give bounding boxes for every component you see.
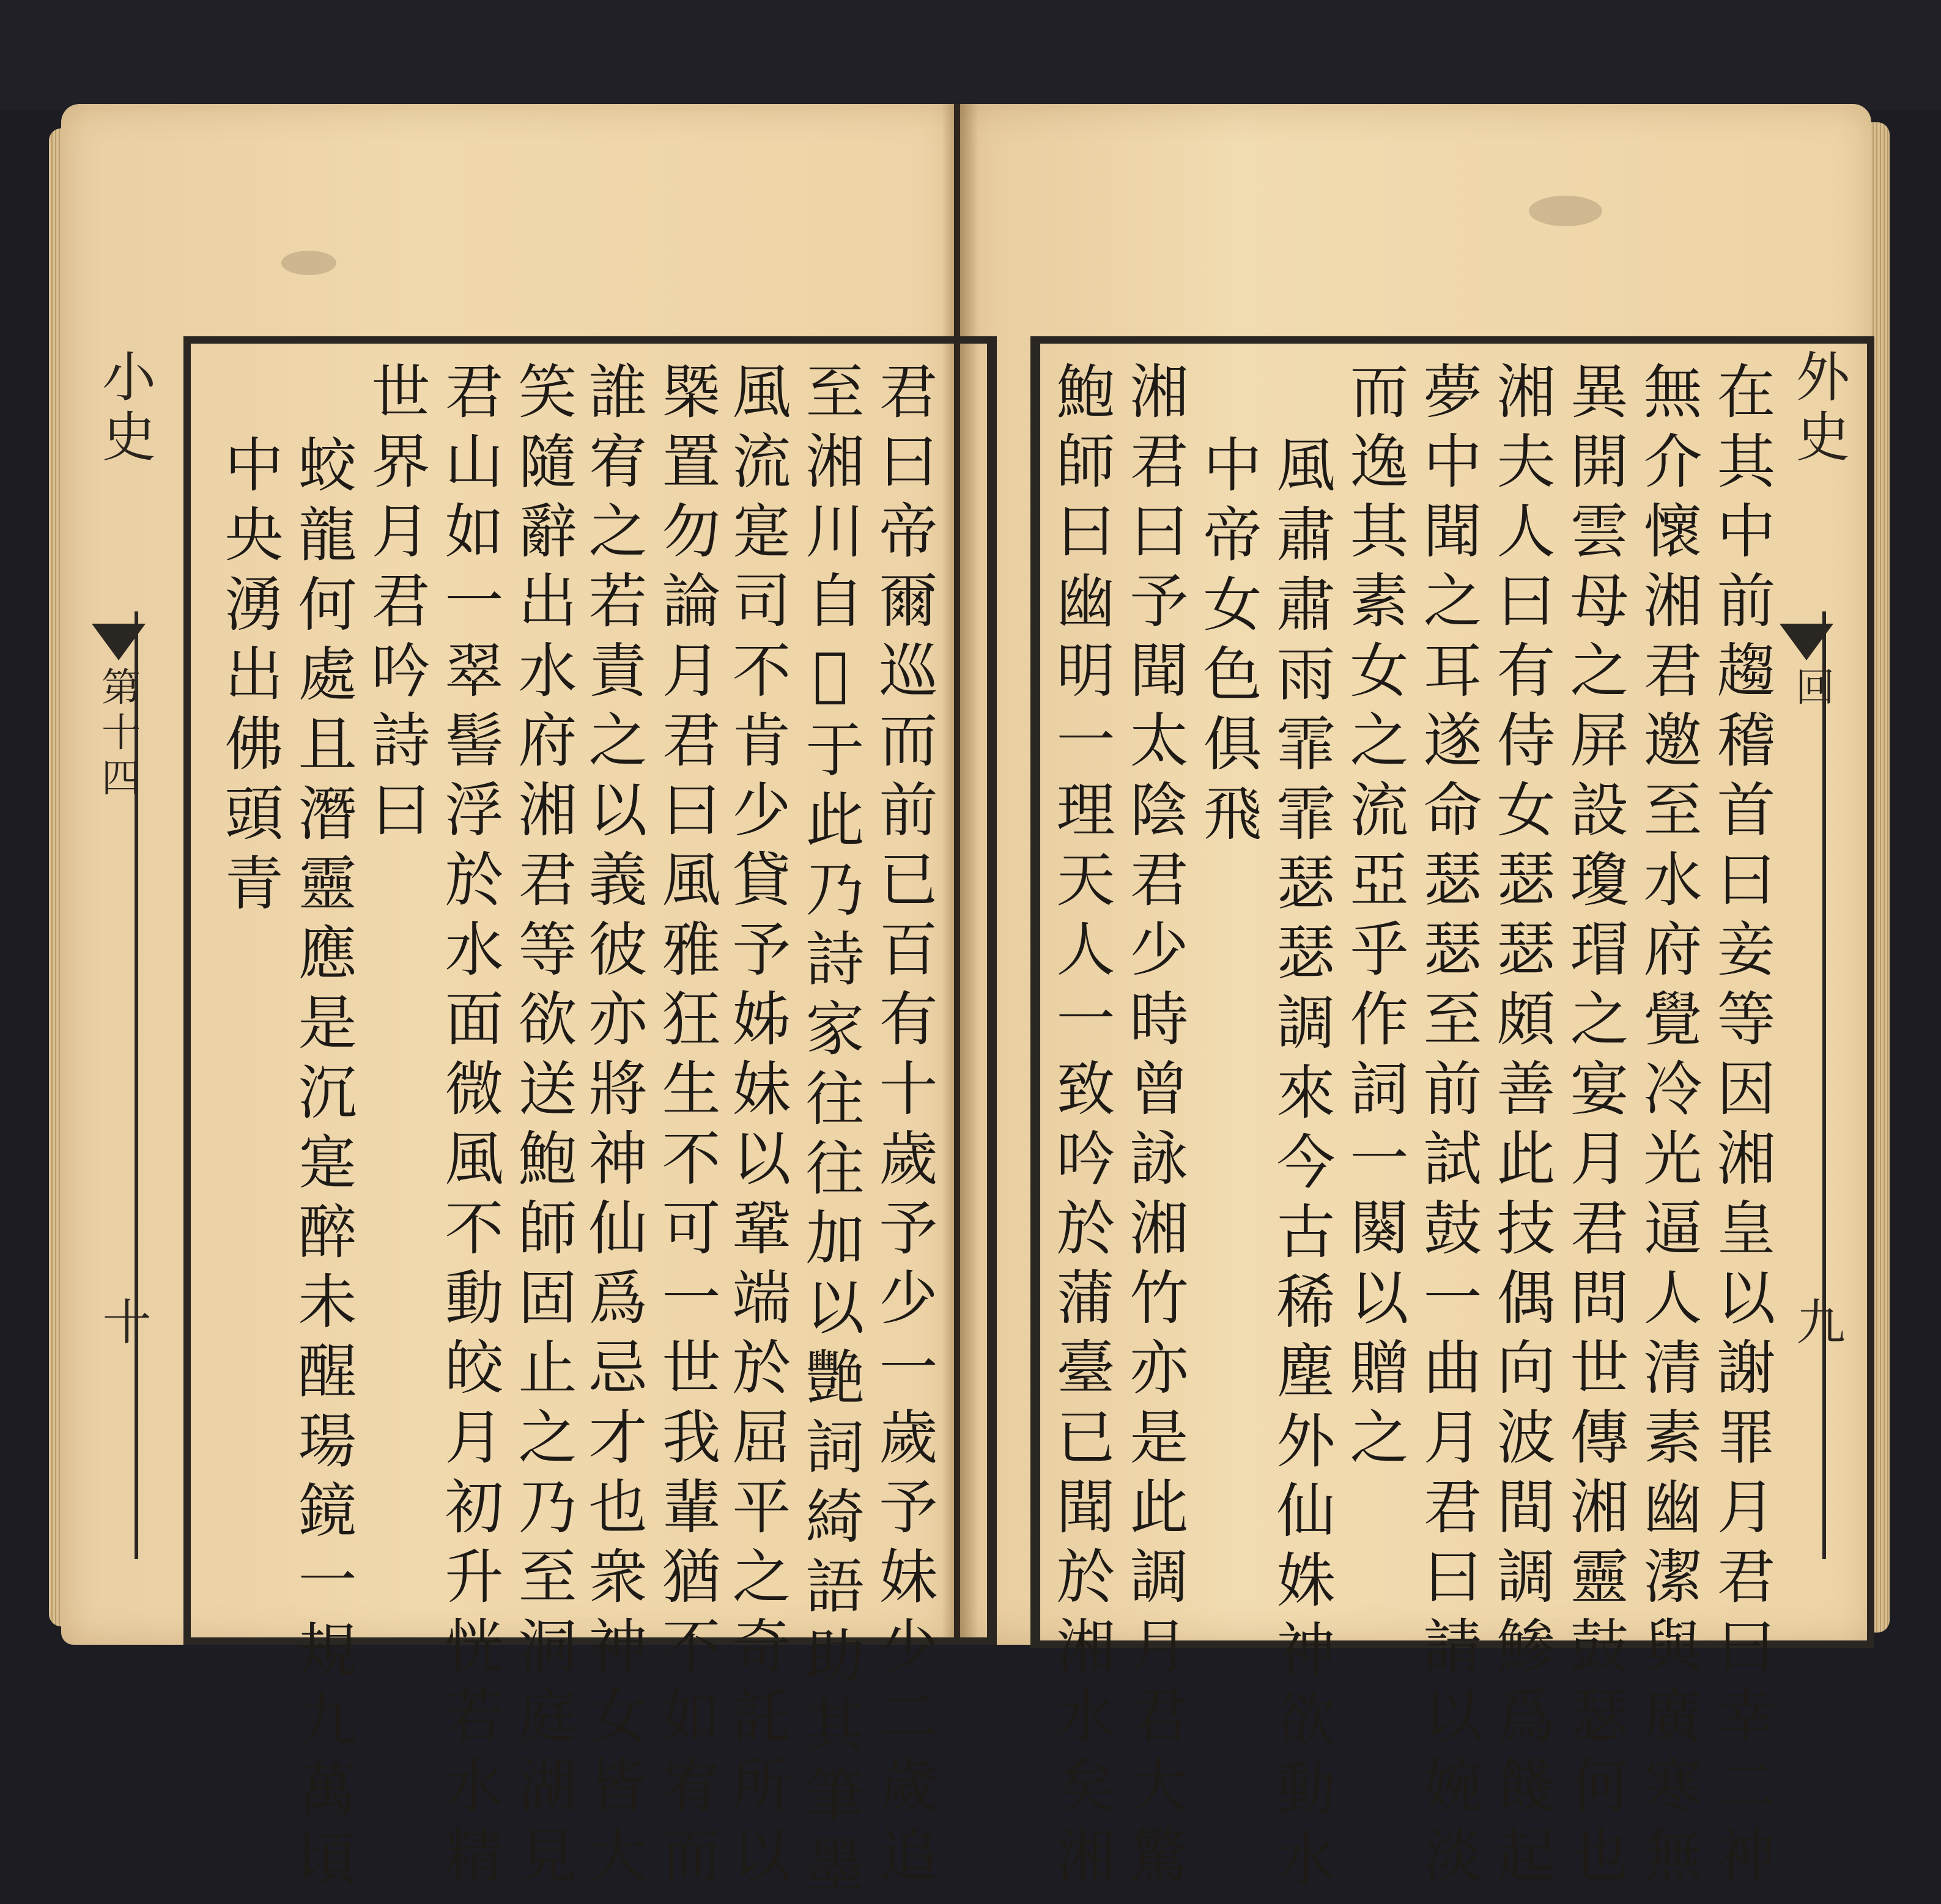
- right-folio: 九: [1788, 1296, 1845, 1351]
- left-column-1: 君曰帝爾巡而前已百有十歲予少一歲予妹少二歲追: [870, 361, 938, 1894]
- right-column-4: 湘夫人曰有侍女瑟瑟頗善此技偶向波間調鯵爲餞起: [1487, 361, 1556, 1894]
- left-chapter-number: 第十四: [95, 666, 140, 802]
- left-folio: 十: [94, 1296, 151, 1351]
- open-book: [61, 104, 1871, 1904]
- right-column-8: 中帝女色俱飛: [1194, 434, 1262, 852]
- left-column-5: 誰宥之若責之以義彼亦將神仙爲忌才也衆神女皆大: [579, 361, 648, 1894]
- paper-stain: [281, 251, 336, 275]
- left-column-9: 蛟龍何處且潛靈應是沉寔醉未醒瑒鏡一規九萬頃: [289, 434, 357, 1898]
- right-column-2: 無介懷湘君邀至水府覺冷光逼人清素幽潔與廣寒無: [1634, 361, 1703, 1894]
- left-column-2: 至湘川自𣲖于此乃詩家往往加以艷詞綺語助其筆墨: [796, 361, 865, 1904]
- right-column-7: 風肅肅雨霏霏瑟瑟調來今古稀塵外仙姝神欲動水: [1267, 434, 1336, 1898]
- left-column-7: 君山如一翠髻浮於水面微風不動皎月初升恍若水精: [435, 361, 504, 1894]
- left-column-6: 笑隨辭出水府湘君等欲送鮑師固止之乃至洞庭湖見: [509, 361, 577, 1894]
- left-column-10: 中央湧出佛頭青: [215, 434, 284, 922]
- right-column-3: 異開雲母之屏設瓊瑁之宴月君問世傳湘靈鼓瑟何也: [1561, 361, 1629, 1894]
- fish-tail-mark: [1780, 624, 1833, 660]
- right-column-10: 鮑師曰幽明一理天人一致吟於蒲臺已聞於湘水矣湘: [1047, 361, 1115, 1894]
- spine-rule: [1822, 611, 1826, 1559]
- right-column-9: 湘君曰予聞太陰君少時曾詠湘竹亦是此調月君大驚: [1120, 361, 1189, 1894]
- right-margin-title: 外史: [1788, 349, 1850, 468]
- right-column-1: 在其中前趨稽首曰妾等因湘皇以謝罪月君曰幸二神: [1707, 361, 1776, 1894]
- right-column-5: 夢中聞之耳遂命瑟瑟至前試鼓一曲月君曰請以婉淡: [1414, 361, 1482, 1894]
- left-column-4: 槩置勿論月君曰風雅狂生不可一世我輩猶不如宥而: [653, 361, 721, 1894]
- left-column-3: 風流寔司不肯少貸予姊妹以鞏端於屈平之奇託所以: [723, 361, 791, 1894]
- left-margin-title: 小史: [94, 349, 157, 468]
- left-column-8: 世界月君吟詩曰: [362, 361, 431, 849]
- right-chapter-label: 回: [1789, 666, 1834, 712]
- fish-tail-mark: [92, 624, 146, 660]
- scan-background: [0, 0, 1941, 110]
- paper-stain: [1529, 196, 1602, 226]
- right-column-6: 而逸其素女之流亞乎作詞一闋以贈之: [1340, 361, 1409, 1476]
